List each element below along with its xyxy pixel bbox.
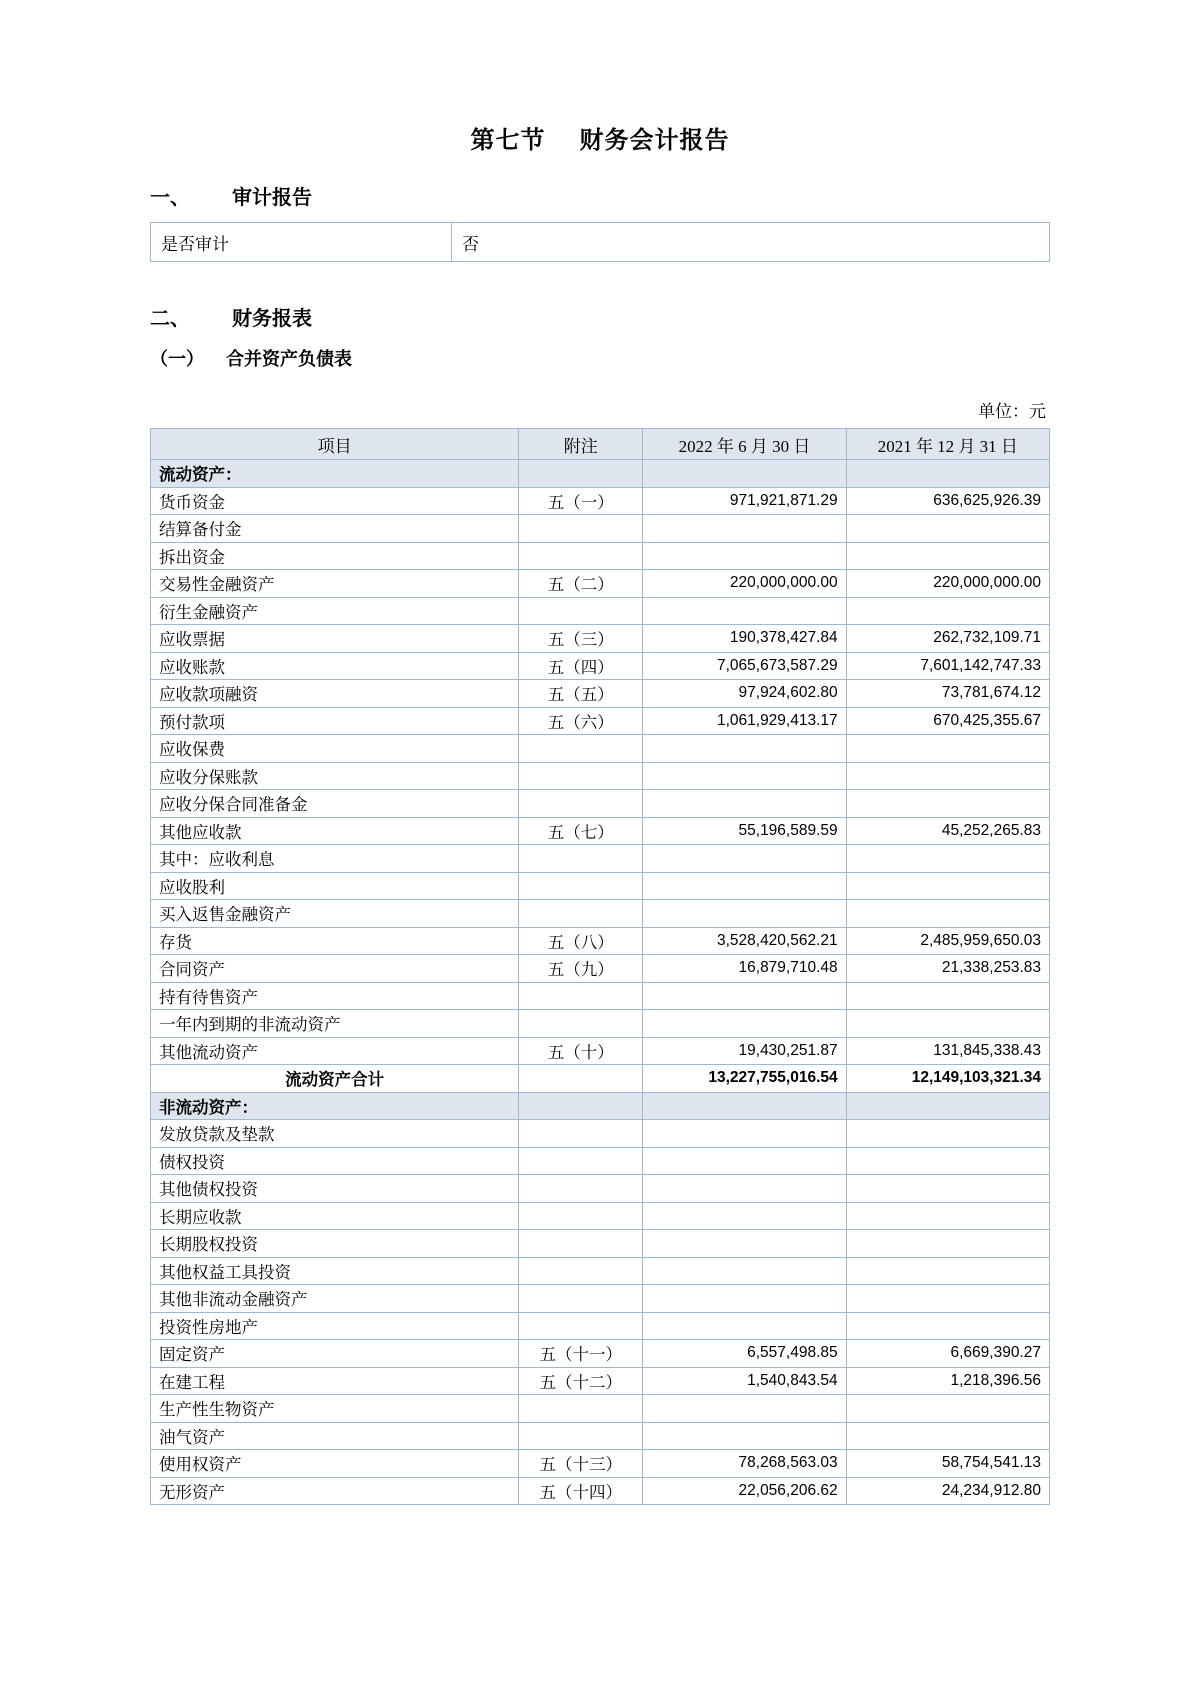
row-item-label: 存货 (151, 927, 519, 955)
row-value-prior (846, 515, 1049, 543)
row-value-prior: 7,601,142,747.33 (846, 652, 1049, 680)
table-row (151, 927, 1050, 955)
row-value-current: 22,056,206.62 (643, 1477, 846, 1505)
row-item-label: 固定资产 (151, 1340, 519, 1368)
subsection-heading-balance-sheet (150, 345, 1050, 371)
row-group-label: 流动资产： (151, 460, 519, 488)
table-row (151, 487, 1050, 515)
row-value-prior (846, 1422, 1049, 1450)
row-note (519, 872, 643, 900)
row-value-prior: 262,732,109.71 (846, 625, 1049, 653)
row-item-label: 投资性房地产 (151, 1312, 519, 1340)
table-row (151, 790, 1050, 818)
row-note (519, 597, 643, 625)
row-value-current (643, 1312, 846, 1340)
row-value-current (643, 1422, 846, 1450)
balance-sheet-header (151, 429, 1050, 460)
table-row (151, 1147, 1050, 1175)
row-value-current (643, 762, 846, 790)
table-row (151, 1092, 1050, 1120)
table-row (151, 1450, 1050, 1478)
row-value-prior: 24,234,912.80 (846, 1477, 1049, 1505)
row-note (519, 1422, 643, 1450)
row-value-prior: 670,425,355.67 (846, 707, 1049, 735)
row-item-label: 油气资产 (151, 1422, 519, 1450)
unit-note: 单位：元 (978, 402, 1046, 421)
row-value-prior: 1,218,396.56 (846, 1367, 1049, 1395)
row-value-prior (846, 1175, 1049, 1203)
row-value-prior (846, 790, 1049, 818)
row-item-label: 衍生金融资产 (151, 597, 519, 625)
row-note: 五（五） (519, 680, 643, 708)
row-value-prior: 21,338,253.83 (846, 955, 1049, 983)
row-value-current (643, 845, 846, 873)
row-note (519, 1395, 643, 1423)
table-row (151, 460, 1050, 488)
row-item-label: 结算备付金 (151, 515, 519, 543)
column-header-period-current: 2022 年 6 月 30 日 (643, 429, 846, 460)
row-value-current (643, 1257, 846, 1285)
row-value-prior: 45,252,265.83 (846, 817, 1049, 845)
row-value-current (643, 542, 846, 570)
row-value-current: 16,879,710.48 (643, 955, 846, 983)
row-value-prior: 6,669,390.27 (846, 1340, 1049, 1368)
column-header-item: 项目 (151, 429, 519, 460)
row-value-current: 971,921,871.29 (643, 487, 846, 515)
row-value-current: 19,430,251.87 (643, 1037, 846, 1065)
row-value-current (643, 460, 846, 488)
table-row (151, 1312, 1050, 1340)
subsection-label: 合并资产负债表 (226, 349, 352, 369)
table-row (151, 680, 1050, 708)
row-value-prior (846, 982, 1049, 1010)
row-value-current (643, 1175, 846, 1203)
balance-sheet-body (151, 460, 1050, 1505)
row-item-label: 应收款项融资 (151, 680, 519, 708)
row-value-prior (846, 900, 1049, 928)
row-value-prior (846, 597, 1049, 625)
row-item-label: 一年内到期的非流动资产 (151, 1010, 519, 1038)
row-note (519, 460, 643, 488)
row-note: 五（三） (519, 625, 643, 653)
row-value-prior (846, 1285, 1049, 1313)
row-note (519, 735, 643, 763)
section-number: 二、 (150, 308, 190, 330)
row-value-prior (846, 1092, 1049, 1120)
row-item-label: 应收分保账款 (151, 762, 519, 790)
row-value-prior (846, 845, 1049, 873)
row-note: 五（二） (519, 570, 643, 598)
row-item-label: 无形资产 (151, 1477, 519, 1505)
row-value-prior (846, 1230, 1049, 1258)
row-value-prior (846, 735, 1049, 763)
row-item-label: 其他债权投资 (151, 1175, 519, 1203)
row-note (519, 1202, 643, 1230)
column-header-note: 附注 (519, 429, 643, 460)
row-item-label: 长期股权投资 (151, 1230, 519, 1258)
row-note (519, 790, 643, 818)
row-item-label: 其他非流动金融资产 (151, 1285, 519, 1313)
row-note: 五（十） (519, 1037, 643, 1065)
row-item-label: 其中：应收利息 (151, 845, 519, 873)
table-row (151, 762, 1050, 790)
table-row (151, 1257, 1050, 1285)
row-value-current (643, 982, 846, 1010)
section-heading-audit-report (150, 181, 1050, 210)
row-item-label: 其他流动资产 (151, 1037, 519, 1065)
row-note (519, 900, 643, 928)
table-header-row (151, 429, 1050, 460)
table-row (151, 1120, 1050, 1148)
row-note: 五（十一） (519, 1340, 643, 1368)
row-item-label: 其他应收款 (151, 817, 519, 845)
row-value-prior: 220,000,000.00 (846, 570, 1049, 598)
row-value-prior: 2,485,959,650.03 (846, 927, 1049, 955)
row-value-prior (846, 1395, 1049, 1423)
row-item-label: 长期应收款 (151, 1202, 519, 1230)
row-value-current: 190,378,427.84 (643, 625, 846, 653)
row-note: 五（七） (519, 817, 643, 845)
row-value-prior (846, 1312, 1049, 1340)
balance-sheet-table (150, 428, 1050, 1505)
row-item-label: 债权投资 (151, 1147, 519, 1175)
row-item-label: 交易性金融资产 (151, 570, 519, 598)
table-row (151, 1010, 1050, 1038)
row-value-prior (846, 762, 1049, 790)
table-row (151, 1395, 1050, 1423)
row-note: 五（一） (519, 487, 643, 515)
column-header-period-prior: 2021 年 12 月 31 日 (846, 429, 1049, 460)
row-value-current (643, 735, 846, 763)
row-value-current: 13,227,755,016.54 (643, 1065, 846, 1093)
section-number: 一、 (150, 187, 190, 209)
row-value-current (643, 1395, 846, 1423)
table-row (151, 515, 1050, 543)
row-note (519, 1175, 643, 1203)
row-value-current: 78,268,563.03 (643, 1450, 846, 1478)
row-value-current (643, 790, 846, 818)
row-value-current (643, 515, 846, 543)
row-value-prior (846, 1202, 1049, 1230)
page-title (150, 120, 1050, 155)
row-note: 五（十二） (519, 1367, 643, 1395)
table-row (151, 707, 1050, 735)
subsection-number: （一） (150, 349, 204, 369)
row-value-current (643, 872, 846, 900)
row-value-prior: 636,625,926.39 (846, 487, 1049, 515)
row-item-label: 应收股利 (151, 872, 519, 900)
table-row (151, 652, 1050, 680)
row-group-label: 非流动资产： (151, 1092, 519, 1120)
row-value-current (643, 597, 846, 625)
row-note (519, 1147, 643, 1175)
page-title-main: 财务会计报告 (579, 128, 730, 154)
table-row (151, 845, 1050, 873)
row-value-current: 6,557,498.85 (643, 1340, 846, 1368)
row-value-prior: 131,845,338.43 (846, 1037, 1049, 1065)
row-note (519, 1010, 643, 1038)
row-item-label: 货币资金 (151, 487, 519, 515)
row-value-current (643, 1285, 846, 1313)
table-row (151, 597, 1050, 625)
table-row (151, 542, 1050, 570)
row-item-label: 发放贷款及垫款 (151, 1120, 519, 1148)
row-value-current: 1,061,929,413.17 (643, 707, 846, 735)
audit-label-cell: 是否审计 (151, 223, 452, 262)
table-row (151, 223, 1050, 262)
row-value-prior (846, 872, 1049, 900)
row-value-prior (846, 542, 1049, 570)
table-row (151, 1037, 1050, 1065)
row-value-current: 220,000,000.00 (643, 570, 846, 598)
table-row (151, 1367, 1050, 1395)
section-label: 审计报告 (232, 187, 312, 209)
table-row (151, 1230, 1050, 1258)
row-note: 五（四） (519, 652, 643, 680)
row-note: 五（八） (519, 927, 643, 955)
row-value-prior (846, 1010, 1049, 1038)
row-note (519, 1285, 643, 1313)
row-note (519, 762, 643, 790)
row-item-label: 应收账款 (151, 652, 519, 680)
audit-value-cell: 否 (452, 223, 1050, 262)
row-note: 五（六） (519, 707, 643, 735)
row-value-current: 97,924,602.80 (643, 680, 846, 708)
row-item-label: 应收保费 (151, 735, 519, 763)
row-item-label: 持有待售资产 (151, 982, 519, 1010)
row-total-label: 流动资产合计 (151, 1065, 519, 1093)
table-row (151, 570, 1050, 598)
row-value-current: 7,065,673,587.29 (643, 652, 846, 680)
table-row (151, 1175, 1050, 1203)
row-value-prior (846, 1147, 1049, 1175)
row-item-label: 生产性生物资产 (151, 1395, 519, 1423)
row-note (519, 1092, 643, 1120)
row-note (519, 845, 643, 873)
row-item-label: 买入返售金融资产 (151, 900, 519, 928)
row-item-label: 使用权资产 (151, 1450, 519, 1478)
row-item-label: 预付款项 (151, 707, 519, 735)
table-row (151, 1422, 1050, 1450)
table-row (151, 1202, 1050, 1230)
row-value-prior: 73,781,674.12 (846, 680, 1049, 708)
row-note (519, 1120, 643, 1148)
row-value-current (643, 900, 846, 928)
row-item-label: 拆出资金 (151, 542, 519, 570)
table-row (151, 1065, 1050, 1093)
row-value-prior: 12,149,103,321.34 (846, 1065, 1049, 1093)
row-note: 五（九） (519, 955, 643, 983)
table-row (151, 900, 1050, 928)
row-note (519, 1065, 643, 1093)
row-value-current: 3,528,420,562.21 (643, 927, 846, 955)
row-item-label: 应收分保合同准备金 (151, 790, 519, 818)
audit-status-table (150, 222, 1050, 262)
row-item-label: 应收票据 (151, 625, 519, 653)
table-row (151, 982, 1050, 1010)
table-row (151, 1285, 1050, 1313)
row-item-label: 其他权益工具投资 (151, 1257, 519, 1285)
section-label: 财务报表 (232, 308, 312, 330)
row-value-current (643, 1230, 846, 1258)
page-title-prefix: 第七节 (470, 128, 546, 154)
table-row (151, 817, 1050, 845)
row-note: 五（十三） (519, 1450, 643, 1478)
row-value-current (643, 1147, 846, 1175)
row-value-prior (846, 1257, 1049, 1285)
table-row (151, 735, 1050, 763)
row-value-current: 1,540,843.54 (643, 1367, 846, 1395)
table-row (151, 1477, 1050, 1505)
table-row (151, 1340, 1050, 1368)
row-value-prior: 58,754,541.13 (846, 1450, 1049, 1478)
table-row (151, 625, 1050, 653)
row-note (519, 515, 643, 543)
row-note (519, 1257, 643, 1285)
row-item-label: 在建工程 (151, 1367, 519, 1395)
row-value-current (643, 1120, 846, 1148)
row-note (519, 982, 643, 1010)
row-note (519, 1312, 643, 1340)
row-value-current (643, 1202, 846, 1230)
table-row (151, 955, 1050, 983)
row-note (519, 1230, 643, 1258)
table-row (151, 872, 1050, 900)
row-note: 五（十四） (519, 1477, 643, 1505)
row-item-label: 合同资产 (151, 955, 519, 983)
row-value-current (643, 1010, 846, 1038)
row-value-prior (846, 460, 1049, 488)
section-heading-financial-statements (150, 302, 1050, 331)
row-value-current (643, 1092, 846, 1120)
row-value-current: 55,196,589.59 (643, 817, 846, 845)
row-value-prior (846, 1120, 1049, 1148)
row-note (519, 542, 643, 570)
